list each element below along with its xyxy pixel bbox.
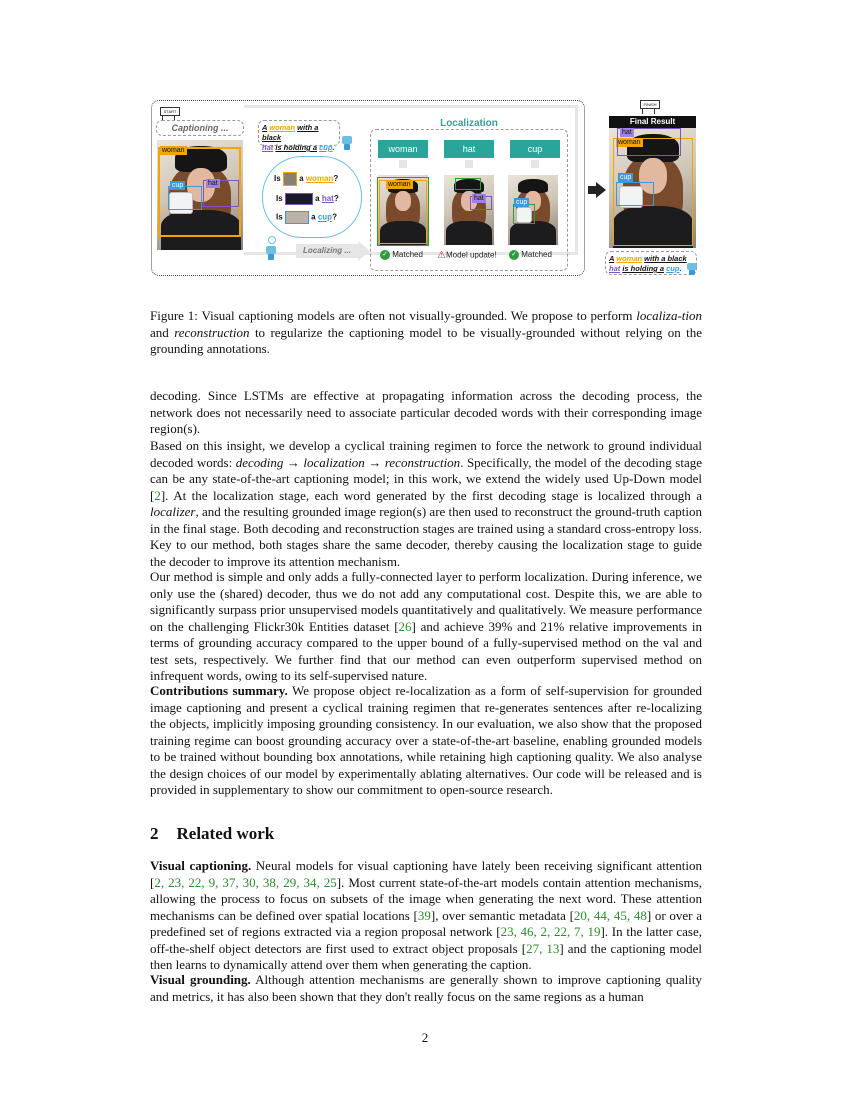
- final-caption: A woman with a black hat is holding a cup.: [605, 251, 697, 275]
- check-icon: ✓: [380, 250, 390, 260]
- check-icon: ✓: [509, 250, 519, 260]
- citation-link[interactable]: 27, 13: [526, 940, 560, 956]
- down-arrow-icon: [465, 160, 473, 168]
- paragraph-visual-grounding: Visual grounding. Although attention mechanisms are generally shown to improve captioning quality and metrics, it has also been shown that they don't really focus on the same regions as a human: [150, 972, 702, 1004]
- page-number: 2: [421, 1030, 429, 1045]
- paragraph-decoding: decoding. Since LSTMs are effective at propagating information across the decoding process, the network does not necessarily need to associate particular decoded words with their corresponding image region(s).: [150, 388, 702, 436]
- final-cup-box: [616, 182, 654, 206]
- section-heading: 2 Related work: [150, 824, 275, 843]
- citation-link[interactable]: 23, 46, 2, 22, 7, 19: [500, 924, 601, 939]
- citation-link[interactable]: 39: [417, 907, 431, 923]
- localized-cup-box: [513, 204, 535, 224]
- localized-hat-box: [455, 178, 481, 190]
- start-flag-icon: [160, 107, 178, 121]
- paragraph-visual-captioning: Visual captioning. Neural models for visual captioning have lately been receiving significant attention [2, 23, 22, 9, 37, 30, 38, 29, 34, 25]. Most current state-of-the-art models contain attention mechanisms, allowing the process to focus on subsets of the image when generating the next word. These attention mechanisms can be defined over spatial locations [39], over semantic metadata [20, 44, 45, 48] or over a predefined set of regions extracted via a region proposal network [23, 46, 2, 22, 7, 19]. In the latter case, off-the-shelf object detectors are first used to extract object proposals [27, 13] and the captioning model then learns to dynamically attend over them when generating the caption.: [150, 858, 703, 972]
- localization-word-hat: hat: [444, 140, 494, 158]
- down-arrow-icon: [399, 160, 407, 168]
- visual-grounding-lead: Visual grounding.: [150, 972, 251, 987]
- thought-question-hat: Is a hat?: [276, 194, 339, 204]
- start-label: START: [160, 107, 180, 116]
- woman-box-label: woman: [162, 147, 185, 154]
- next-arrow-head-icon: [596, 182, 606, 198]
- arrow-head-icon: [358, 241, 370, 261]
- paragraph-insight: Based on this insight, we develop a cyclical training regimen to force the network to ground individual decoded words: decoding → localization → reconstruction. Specifically, the model of the decoding stage can be any state-of-the-art captioning model; in this work, we extend the widely used Up-Down model [2]. At the localization stage, each word generated by the first decoding stage is localized through a localizer, and the resulting grounded image region(s) are then used to reconstruct the ground-truth caption in the final stage. Both decoding and reconstruction stages are trained using a standard cross-entropy loss. Key to our method, both stages share the same decoder, thereby causing the localization stage to guide the decoder to improve its attention mechanism.: [150, 438, 702, 569]
- citation-link[interactable]: 26: [398, 618, 412, 634]
- localization-word-woman: woman: [378, 140, 428, 158]
- cup-box-label: cup: [172, 182, 184, 189]
- localized-hat-label: hat: [474, 195, 484, 202]
- generated-caption: A woman with a black hat is holding a cup.: [258, 120, 340, 146]
- status-matched-woman: ✓ Matched: [380, 250, 423, 260]
- citation-link[interactable]: 20, 44, 45, 48: [573, 907, 647, 923]
- paragraph-contributions: Contributions summary. We propose object re-localization as a form of self-supervision for grounded image captioning and present a cyclical training regimen that re-generates sentences after re-localizing the objects, implicitly imposing grounding consistency. In our evaluation, we also show that the proposed training regime can boost grounding accuracy over a state-of-the-art baseline, enabling grounded models to be trained without bounding box annotations, while retaining high captioning quality. We also analyse the design choices of our model by experimentally ablating alternatives. Our code will be released and is provided in supplementary to show our commitment to open-source research.: [150, 683, 703, 797]
- thought-question-woman: Is a woman?: [274, 172, 338, 186]
- final-hat-label: hat: [622, 129, 632, 136]
- final-woman-label: woman: [618, 139, 641, 146]
- robot-icon: [264, 244, 278, 260]
- visual-captioning-lead: Visual captioning.: [150, 858, 252, 873]
- captioning-step: Captioning ...: [156, 120, 244, 136]
- status-matched-cup: ✓ Matched: [509, 250, 552, 260]
- next-arrow-icon: [588, 186, 596, 194]
- warning-icon: ⚠: [437, 250, 446, 261]
- thought-question-cup: Is a cup?: [276, 211, 337, 224]
- localized-cup-label: cup: [516, 199, 528, 206]
- citation-link[interactable]: 2, 23, 22, 9, 37, 30, 38, 29, 34, 25: [154, 874, 337, 890]
- figure-caption: Figure 1: Visual captioning models are often not visually-grounded. We propose to perform localiza-tion and reconstruction to regularize the captioning model to be visually-grounded without relying on the grounding annotations.: [150, 308, 703, 356]
- thought-bubble-dot: [268, 236, 276, 244]
- down-arrow-icon: [531, 160, 539, 168]
- localization-word-cup: cup: [510, 140, 560, 158]
- paragraph-method: Our method is simple and only adds a fully-connected layer to perform localization. During inference, we only use the (shared) decoder, thus we do not add any computational cost. Despite this, we are able to significantly surpass prior unsupervised models quantitatively and qualitatively. We measure performance on the challenging Flickr30k Entities dataset [26] and achieve 39% and 21% relative improvements in terms of grounding accuracy compared to the upper bound of a fully-supervised method on the val and test sets, respectively. We further find that our method can even outperform supervised method on infrequent words, owing to its self-supervised nature.: [150, 569, 702, 683]
- finish-flag-icon: [640, 100, 658, 114]
- finish-label: FINISH: [640, 100, 660, 109]
- final-cup-label: cup: [620, 174, 632, 181]
- status-model-update: ⚠Model update!: [437, 250, 497, 261]
- robot-icon: [686, 262, 698, 276]
- hat-box-label: hat: [208, 180, 218, 187]
- localization-title: Localization: [440, 118, 498, 129]
- citation-link[interactable]: 2: [154, 487, 161, 503]
- localizing-arrow: Localizing ...: [296, 244, 358, 258]
- robot-icon: [340, 134, 354, 150]
- contributions-lead: Contributions summary.: [150, 683, 288, 698]
- figure-1: [0, 0, 850, 290]
- localized-woman-label: woman: [388, 181, 411, 188]
- final-result-title: Final Result: [609, 116, 696, 128]
